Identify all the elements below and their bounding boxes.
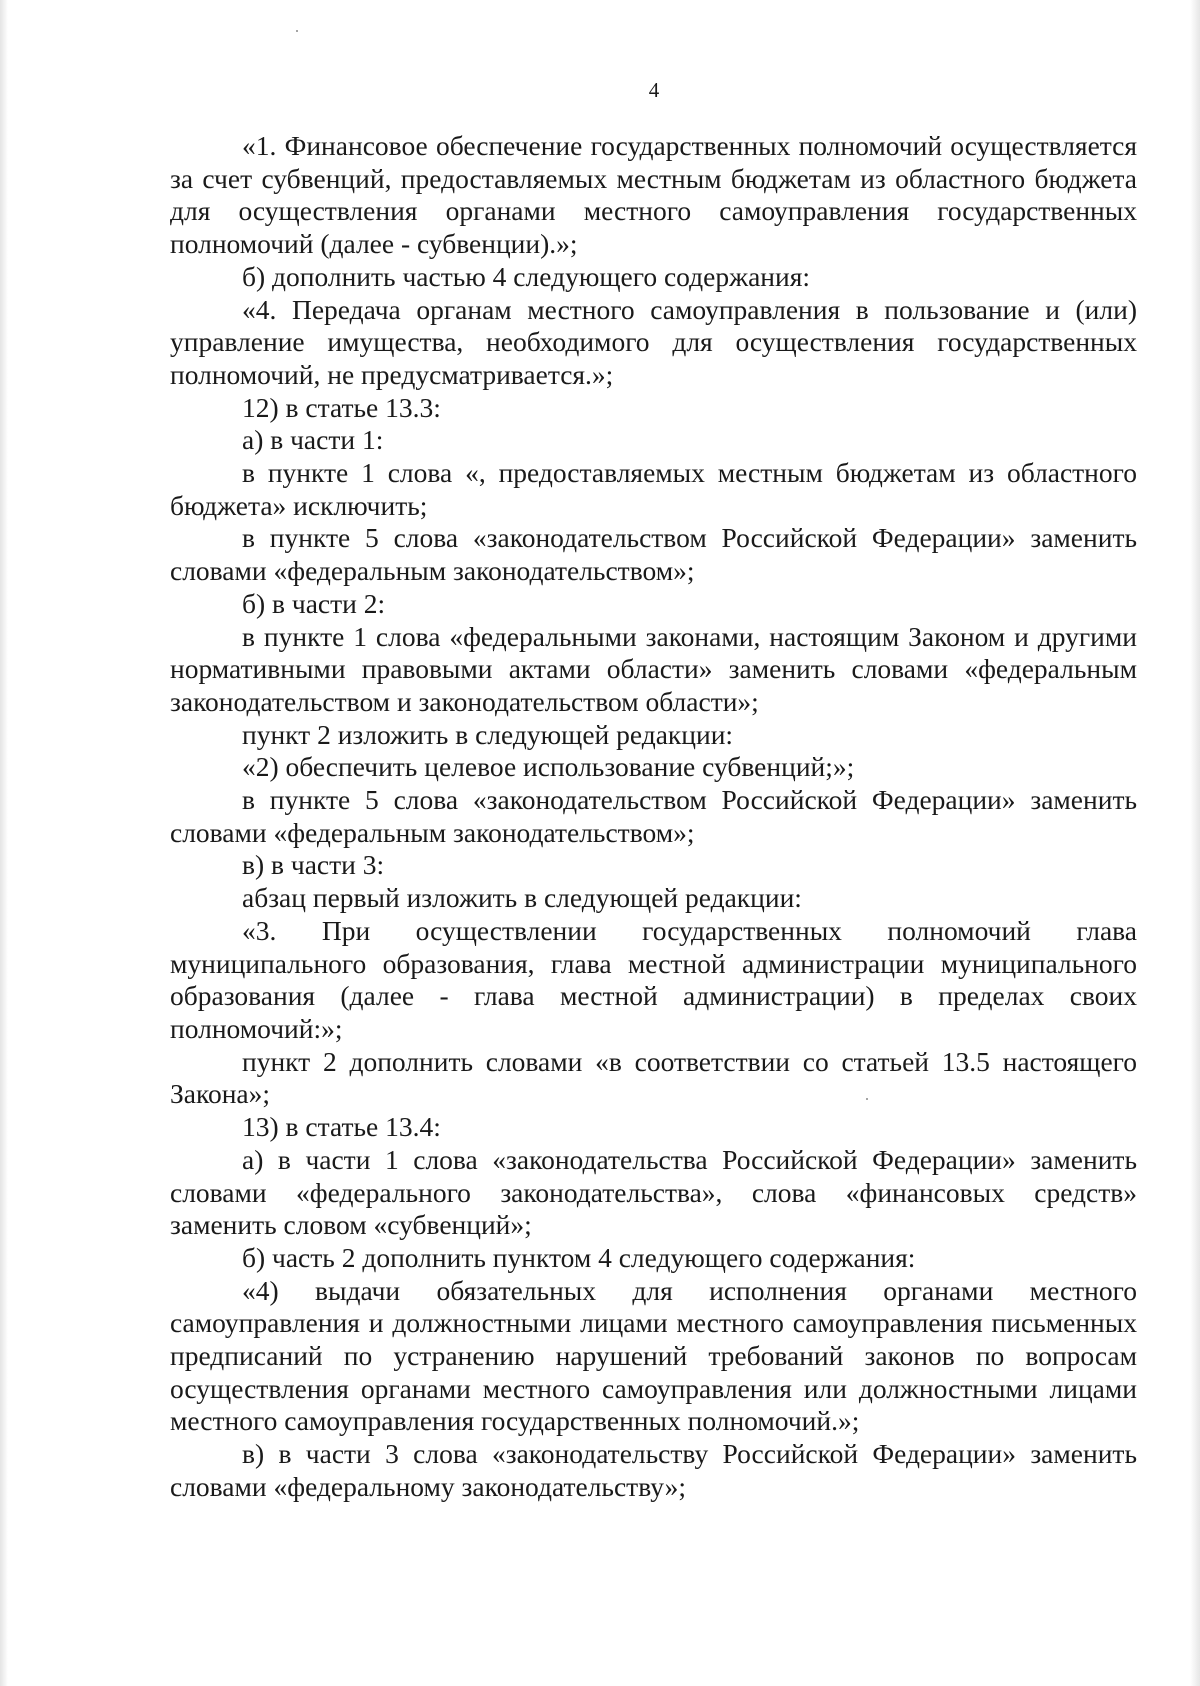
paragraph: 13) в статье 13.4: bbox=[242, 1111, 441, 1143]
scan-speck bbox=[296, 30, 298, 32]
paragraph: в) в части 3: bbox=[242, 849, 385, 881]
paragraph: «4) выдачи обязательных для исполнения органами местного самоуправления и должностными лицами местного самоуправления письменных предписаний по устранению нарушений требований законов по вопросам осуществления органами местного самоуправления или должностными лицами местного самоуправления государственных полномочий.»; bbox=[170, 1274, 1137, 1437]
paragraph: в пункте 5 слова «законодательством Российской Федерации» заменить словами «федеральным законодательством»; bbox=[170, 522, 1137, 587]
paragraph: «3. При осуществлении государственных полномочий глава муниципального образования, глава местной администрации муниципального образования (далее - глава местной администрации) в пределах своих полномочий:»; bbox=[170, 914, 1137, 1044]
paragraph: в пункте 5 слова «законодательством Российской Федерации» заменить словами «федеральным законодательством»; bbox=[170, 784, 1137, 848]
document-body bbox=[170, 130, 1137, 1504]
page-number: 4 bbox=[648, 78, 660, 102]
paragraph: абзац первый изложить в следующей редакции: bbox=[242, 882, 802, 914]
paragraph: б) дополнить частью 4 следующего содержания: bbox=[242, 260, 811, 292]
scan-edge-right bbox=[1190, 0, 1200, 1686]
paragraph: б) в части 2: bbox=[242, 587, 386, 619]
paragraph: в пункте 1 слова «, предоставляемых местным бюджетам из областного бюджета» исключить; bbox=[170, 457, 1137, 521]
paragraph: в пункте 1 слова «федеральными законами, настоящим Законом и другими нормативными правовыми актами области» заменить словами «федеральным законодательством и законодательством области»; bbox=[170, 620, 1137, 717]
paragraph: в) в части 3 слова «законодательству Российской Федерации» заменить словами «федеральному законодательству»; bbox=[170, 1438, 1137, 1502]
paragraph: пункт 2 изложить в следующей редакции: bbox=[242, 718, 734, 750]
paragraph: «2) обеспечить целевое использование субвенций;»; bbox=[242, 751, 855, 783]
paragraph: «1. Финансовое обеспечение государственных полномочий осуществляется за счет субвенций, предоставляемых местным бюджетам из областного бюджета для осуществления органами местного самоуправления государственных полномочий (далее - субвенции).»; bbox=[170, 130, 1137, 260]
paragraph: а) в части 1 слова «законодательства Российской Федерации» заменить словами «федерального законодательства», слова «финансовых средств» заменить словом «субвенций»; bbox=[170, 1143, 1137, 1241]
paragraph: а) в части 1: bbox=[242, 424, 384, 456]
paragraph: «4. Передача органам местного самоуправления в пользование и (или) управление имущества, необходимого для осуществления государственных полномочий, не предусматривается.»; bbox=[170, 293, 1137, 390]
paragraph: 12) в статье 13.3: bbox=[242, 391, 441, 423]
scan-edge-left bbox=[0, 0, 8, 1686]
paragraph: б) часть 2 дополнить пунктом 4 следующего содержания: bbox=[242, 1241, 916, 1273]
paragraph: пункт 2 дополнить словами «в соответствии со статьей 13.5 настоящего Закона»; bbox=[170, 1045, 1137, 1110]
